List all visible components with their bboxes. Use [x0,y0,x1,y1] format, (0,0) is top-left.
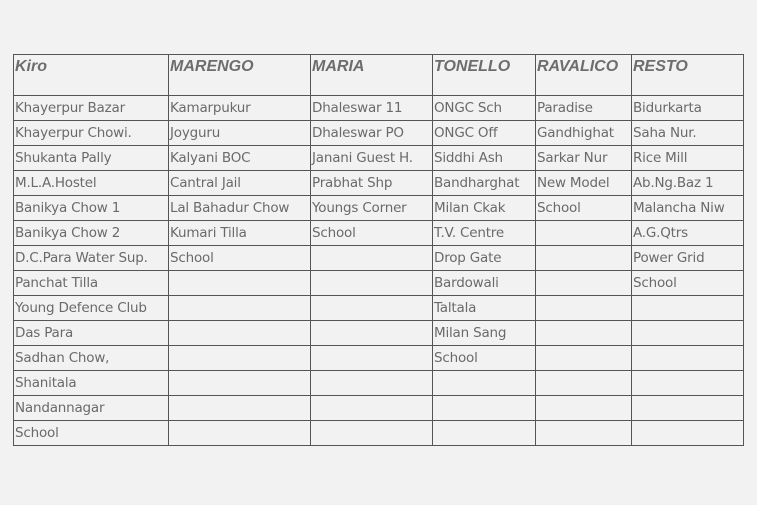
table-row [14,196,744,221]
table-cell: Bandharghat [433,171,536,196]
table-cell [169,321,311,346]
table-cell: Kamarpukur [169,96,311,121]
table-row [14,171,744,196]
table-cell: Sadhan Chow, [14,346,169,371]
table-cell [169,421,311,446]
table-cell [632,371,744,396]
table-cell [632,396,744,421]
table-cell: Siddhi Ash [433,146,536,171]
table-cell: Nandannagar [14,396,169,421]
table-header-row [14,55,744,96]
table-cell: School [536,196,632,221]
table-row [14,421,744,446]
table-cell: School [14,421,169,446]
table-cell: Kalyani BOC [169,146,311,171]
table-cell: D.C.Para Water Sup. [14,246,169,271]
column-header: MARENGO [169,55,311,96]
table-cell: Gandhighat [536,121,632,146]
table-cell [536,396,632,421]
column-header: RESTO [632,55,744,96]
table-cell [632,296,744,321]
table-cell: Banikya Chow 2 [14,221,169,246]
table-cell [536,371,632,396]
table-row [14,96,744,121]
table-cell [632,421,744,446]
table-cell [433,396,536,421]
table-cell [632,346,744,371]
table-cell: Khayerpur Chowi. [14,121,169,146]
table-cell: Janani Guest H. [311,146,433,171]
table-row [14,146,744,171]
table-cell [536,271,632,296]
column-header: RAVALICO [536,55,632,96]
routes-table [13,54,744,446]
column-header: MARIA [311,55,433,96]
routes-table-body [14,55,744,446]
column-header: Kiro [14,55,169,96]
table-cell: Shanitala [14,371,169,396]
table-row [14,296,744,321]
table-row [14,246,744,271]
table-cell: Das Para [14,321,169,346]
table-cell: A.G.Qtrs [632,221,744,246]
table-cell [632,321,744,346]
table-cell: Panchat Tilla [14,271,169,296]
table-cell: Dhaleswar 11 [311,96,433,121]
table-cell: Shukanta Pally [14,146,169,171]
table-row [14,396,744,421]
table-cell [169,296,311,321]
table-cell: Kumari Tilla [169,221,311,246]
table-cell: Sarkar Nur [536,146,632,171]
table-row [14,321,744,346]
table-cell [536,221,632,246]
table-cell: School [433,346,536,371]
table-cell: M.L.A.Hostel [14,171,169,196]
table-cell: ONGC Sch [433,96,536,121]
table-cell [536,421,632,446]
table-cell: Prabhat Shp [311,171,433,196]
table-cell [536,246,632,271]
table-cell: Saha Nur. [632,121,744,146]
table-cell [311,371,433,396]
table-cell: School [632,271,744,296]
table-cell: Power Grid [632,246,744,271]
table-cell [536,296,632,321]
table-cell: Lal Bahadur Chow [169,196,311,221]
table-row [14,371,744,396]
table-cell: Rice Mill [632,146,744,171]
table-cell: Bidurkarta [632,96,744,121]
table-cell: T.V. Centre [433,221,536,246]
table-cell: Malancha Niw [632,196,744,221]
table-cell: Bardowali [433,271,536,296]
table-cell [311,271,433,296]
table-cell: School [311,221,433,246]
table-cell: Khayerpur Bazar [14,96,169,121]
table-cell [169,271,311,296]
table-row [14,271,744,296]
table-cell: ONGC Off [433,121,536,146]
table-cell [311,346,433,371]
table-cell: Joyguru [169,121,311,146]
table-cell: Dhaleswar PO [311,121,433,146]
table-cell [169,346,311,371]
column-header: TONELLO [433,55,536,96]
table-cell [169,371,311,396]
table-cell [311,421,433,446]
table-cell: Cantral Jail [169,171,311,196]
table-cell: Youngs Corner [311,196,433,221]
table-cell: Paradise [536,96,632,121]
table-cell [311,296,433,321]
table-cell: Milan Sang [433,321,536,346]
table-cell: Banikya Chow 1 [14,196,169,221]
table-cell [311,321,433,346]
table-cell [536,346,632,371]
table-cell: Young Defence Club [14,296,169,321]
table-row [14,121,744,146]
table-cell [433,371,536,396]
table-cell [311,246,433,271]
table-cell: Ab.Ng.Baz 1 [632,171,744,196]
table-cell: Milan Ckak [433,196,536,221]
table-cell [311,396,433,421]
table-cell: New Model [536,171,632,196]
table-cell: Taltala [433,296,536,321]
table-cell [169,396,311,421]
table-row [14,221,744,246]
table-cell: School [169,246,311,271]
table-row [14,346,744,371]
table-cell [433,421,536,446]
table-cell [536,321,632,346]
table-cell: Drop Gate [433,246,536,271]
